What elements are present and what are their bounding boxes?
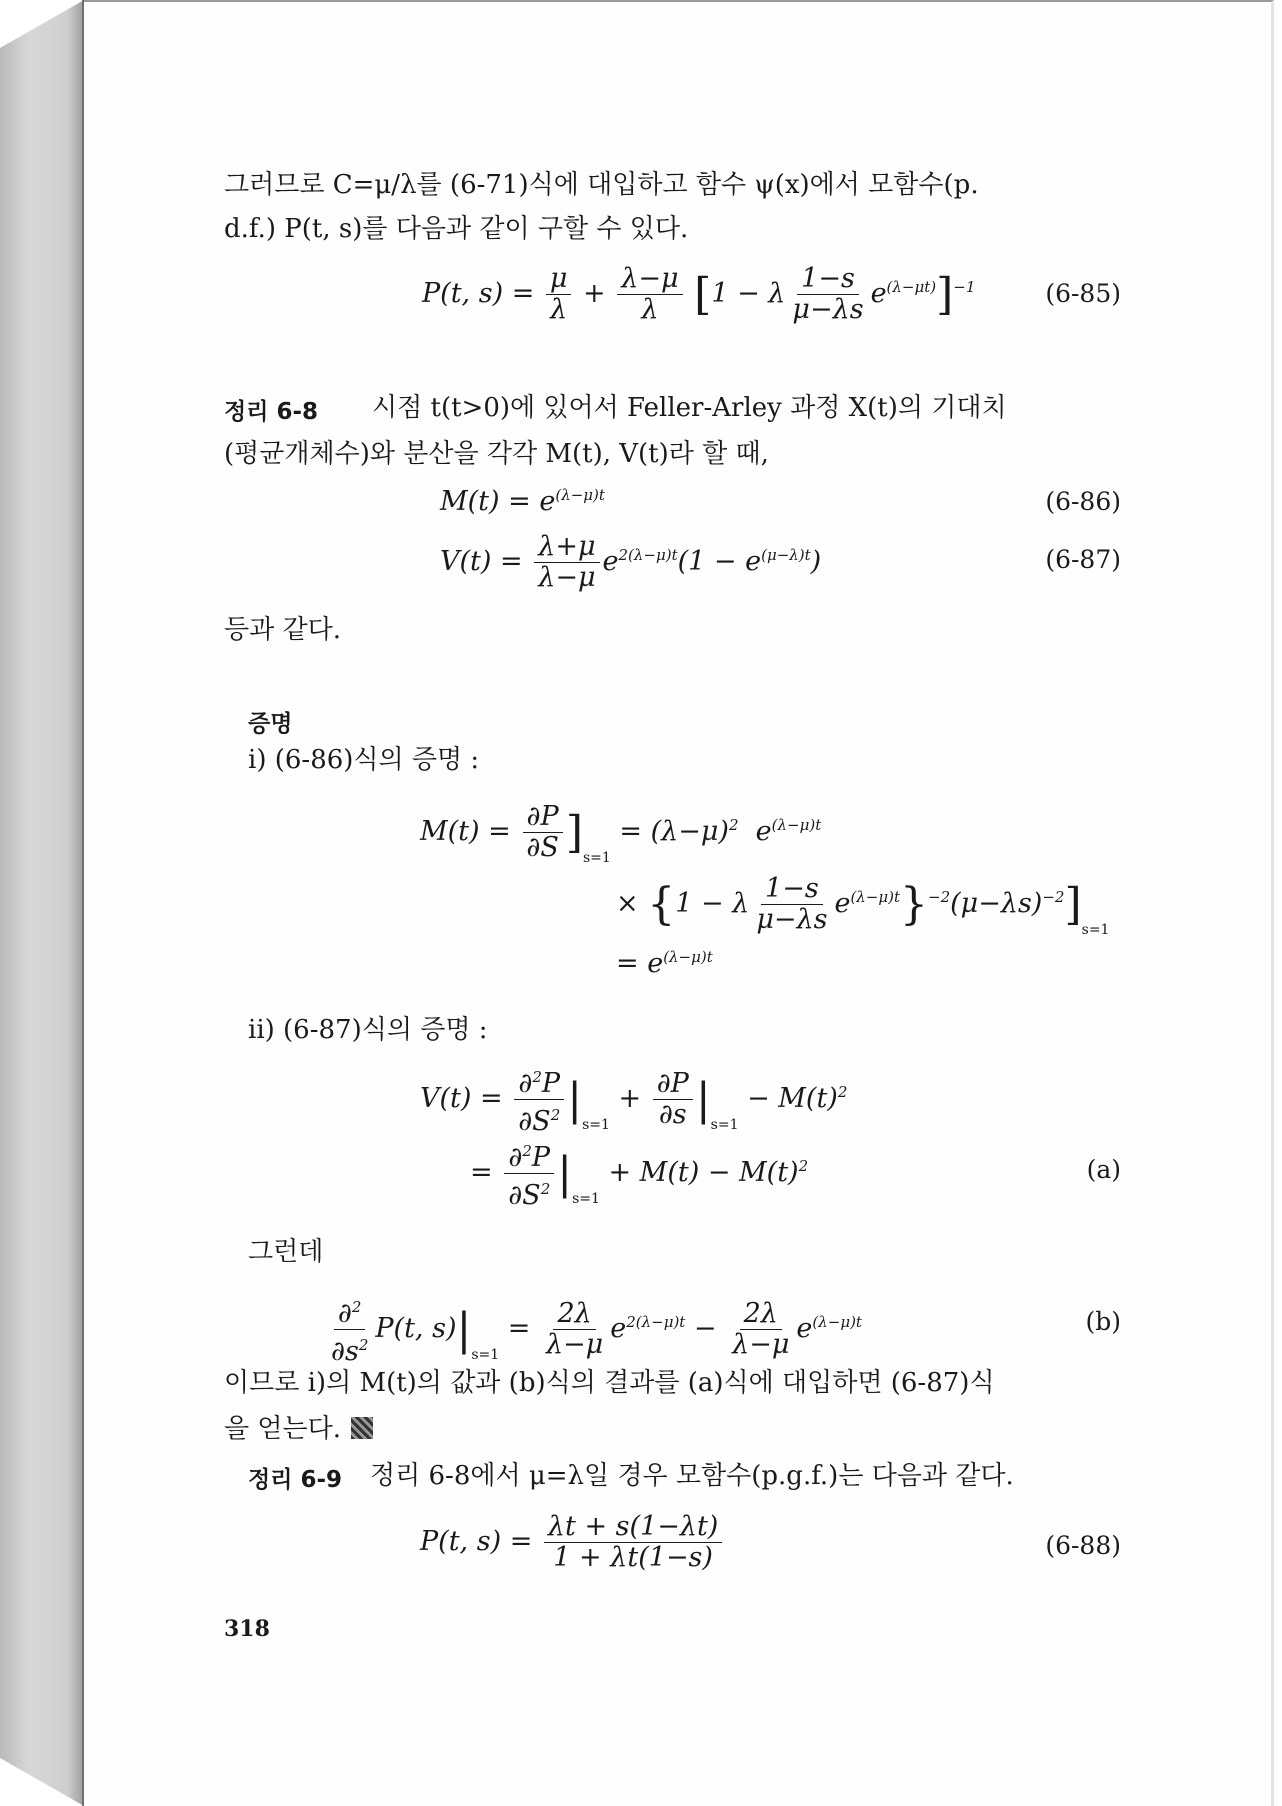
same-as-text: 등과 같다. — [224, 615, 341, 645]
equation-proof-i-line-3: = $e^{(\lambda-\mu)t}$ — [616, 948, 713, 979]
qed-mark — [351, 1417, 373, 1439]
page-number: 318 — [224, 1616, 270, 1642]
equation-proof-i-line-2: × {1 − λ $\frac{1-s}{\mu-\lambda s}$ $e^{(\lambda-\mu)t}\}^{-2}(\mu-\lambda s)^{-2}]_{s=1}$ — [616, 873, 1110, 938]
paragraph-line-2: d.f.) P(t, s)를 다음과 같이 구할 수 있다. — [224, 214, 689, 244]
theorem-6-8-label: 정리 6-8 — [224, 399, 318, 425]
equation-6-88: P(t, s) = $\frac{\lambda t + s(1-\lambda t)}{1 + \lambda t(1-s)}$ — [420, 1512, 725, 1573]
equation-number-6-88: (6-88) — [1045, 1531, 1121, 1560]
equation-number-a: (a) — [1086, 1155, 1121, 1184]
conclusion-line-2 — [224, 1406, 1184, 1452]
book-spine — [0, 0, 84, 1806]
equation-6-87: V(t) = $\frac{\lambda+\mu}{\lambda-\mu}$ $e^{2(\lambda-\mu)t}(1 - e^{(\mu-\lambda)t})$ — [440, 531, 822, 593]
proof-part-i: i) (6-86)식의 증명 : — [248, 745, 480, 775]
however-text: 그런데 — [248, 1237, 324, 1267]
equation-number-6-87: (6-87) — [1045, 545, 1121, 574]
proof-heading: 증명 — [248, 711, 293, 737]
equation-number-6-86: (6-86) — [1045, 487, 1121, 516]
proof-part-ii: ii) (6-87)식의 증명 : — [248, 1015, 488, 1045]
theorem-6-9-text: 정리 6-8에서 μ=λ일 경우 모함수(p.g.f.)는 다음과 같다. — [370, 1461, 1014, 1491]
equation-proof-ii-line-1: V(t) = $\frac{\partial^2P}{\partial S^2}$ $|_{s=1}$ + $\frac{\partial P}{\partial s}$ $|_{s=1} - M(t)^2$ — [420, 1062, 847, 1137]
conclusion-line-2-text: 을 얻는다. — [224, 1414, 341, 1444]
equation-6-85: P(t, s) = $\frac{\mu}{\lambda}$ + $\frac{\lambda-\mu}{\lambda}$ [1 − λ $\frac{1-s}{\mu-\lambda s}$ $e^{(\lambda-\mu t)}]^{-1}$ — [422, 263, 976, 325]
paragraph-line-1: 그러므로 C=μ/λ를 (6-71)식에 대입하고 함수 ψ(x)에서 모함수(p. — [224, 170, 979, 200]
book-page — [84, 0, 1274, 1806]
equation-number-6-85: (6-85) — [1045, 279, 1121, 308]
equation-b: $\frac{\partial^2}{\partial s^2}$ P(t, $s)|_{s=1}$ = $\frac{2\lambda}{\lambda-\mu}$ $e^{2(\lambda-\mu)t}$ − $\frac{2\lambda}{\lambda-\mu}$ $e^{(\lambda-\mu)t}$ — [324, 1292, 862, 1367]
equation-a: = $\frac{\partial^2P}{\partial S^2}$ $|_{s=1} + M(t) - M(t)^2$ — [470, 1136, 808, 1211]
theorem-6-8-line-2: (평균개체수)와 분산을 각각 M(t), V(t)라 할 때, — [224, 439, 769, 469]
theorem-6-8-line-1: 시점 t(t>0)에 있어서 Feller-Arley 과정 X(t)의 기대치 — [372, 393, 1007, 423]
equation-number-b: (b) — [1085, 1307, 1121, 1336]
equation-6-86: $M(t) = e^{(\lambda-\mu)t}$ — [440, 486, 605, 517]
theorem-6-9-label: 정리 6-9 — [248, 1467, 342, 1493]
equation-proof-i-line-1: M(t) = $\frac{\partial P}{\partial S}$ ]$_{s=1} = (\lambda-\mu)^2$ $e^{(\lambda-\mu)t}$ — [420, 801, 822, 866]
conclusion-line-1: 이므로 i)의 M(t)의 값과 (b)식의 결과를 (a)식에 대입하면 (6-87)식 — [224, 1368, 995, 1398]
